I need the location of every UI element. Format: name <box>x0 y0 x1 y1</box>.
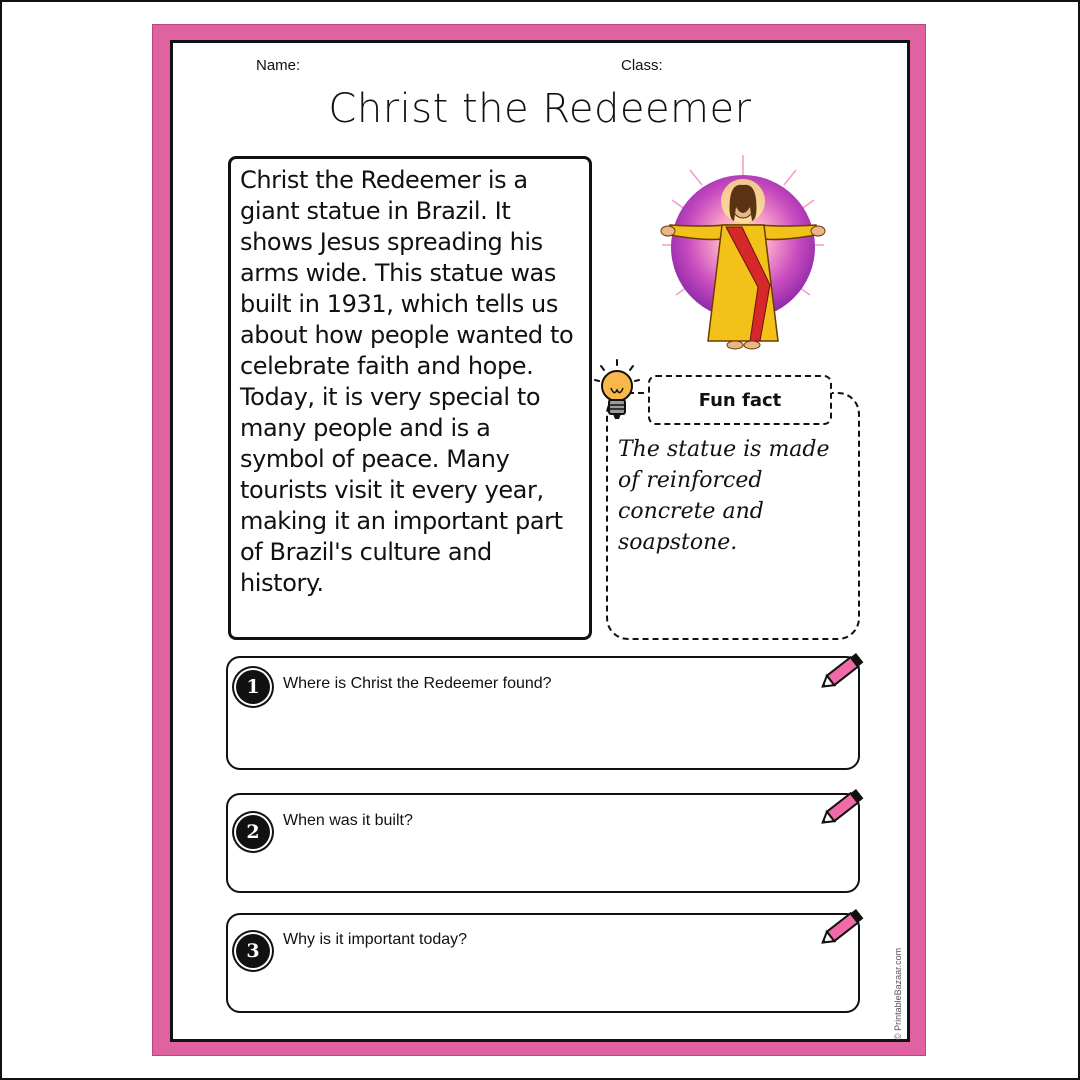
question-3-text: Why is it important today? <box>283 931 468 948</box>
question-1-number: 1 <box>236 670 270 704</box>
copyright-watermark: © PrintableBazaar.com <box>893 947 903 1040</box>
reading-passage-box <box>228 156 592 640</box>
question-3-answer-box[interactable] <box>226 913 860 1013</box>
pencil-icon <box>818 906 868 950</box>
question-1-answer-box[interactable] <box>226 656 860 770</box>
fun-fact-heading: Fun fact <box>648 375 832 425</box>
question-2-answer-box[interactable] <box>226 793 860 893</box>
question-2-number: 2 <box>236 815 270 849</box>
christ-statue-illustration <box>660 155 826 355</box>
lightbulb-icon <box>592 358 642 424</box>
pencil-icon <box>818 650 868 694</box>
question-1-text: Where is Christ the Redeemer found? <box>283 675 552 692</box>
class-label: Class: <box>621 57 663 74</box>
page-title: Christ the Redeemer <box>328 86 752 132</box>
reading-passage-text: Christ the Redeemer is a giant statue in Brazil. It shows Jesus spreading his arms wide. This statue was built in 1931, which tells us about how people wanted to celebrate faith and hope. Today, it is very special to many people and is a symbol of peace. Many tourists visit it every year, making it an important part of Brazil's culture and history. <box>240 166 574 597</box>
pencil-icon <box>818 786 868 830</box>
fun-fact-text: The statue is made of reinforced concrete and soapstone. <box>618 437 830 555</box>
question-3-number: 3 <box>236 934 270 968</box>
name-label: Name: <box>256 57 301 74</box>
question-2-text: When was it built? <box>283 812 413 829</box>
